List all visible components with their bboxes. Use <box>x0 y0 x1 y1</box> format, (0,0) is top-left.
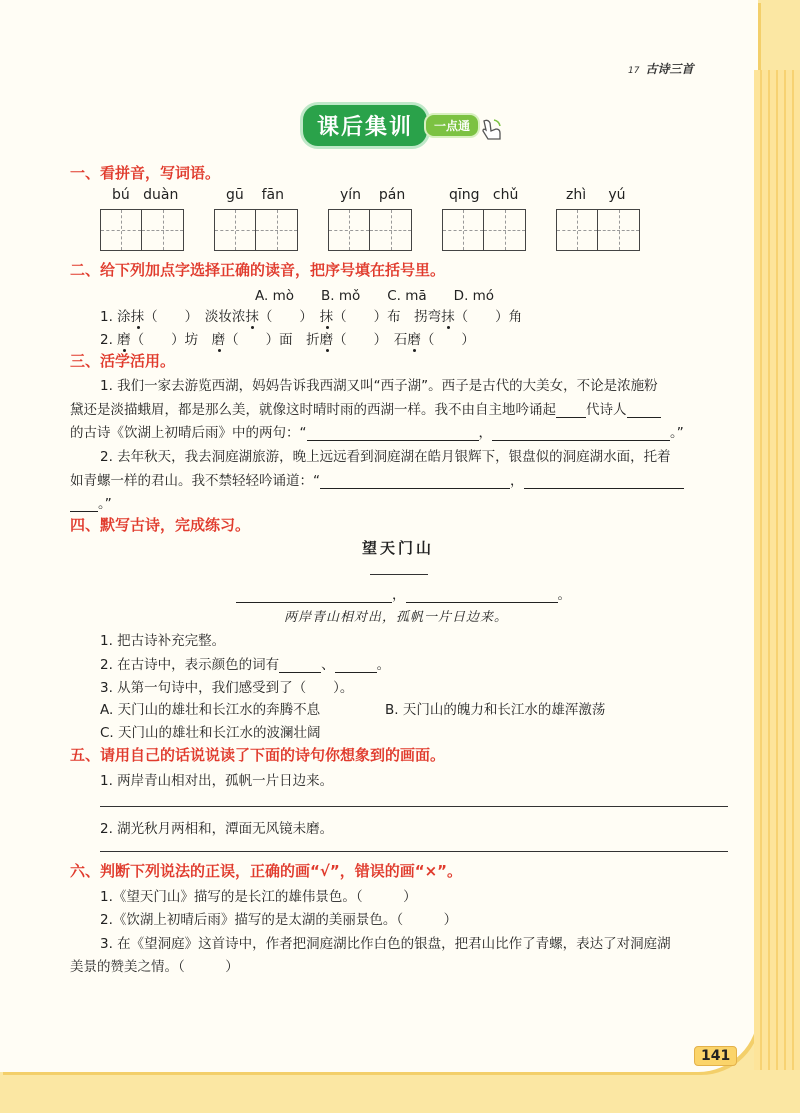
answer-blank[interactable] <box>335 658 377 673</box>
option-b: B. 天门山的魄力和长江水的雄浑激荡 <box>385 702 606 718</box>
question-text: 1. 两岸青山相对出，孤帆一片日边来。 <box>100 773 334 789</box>
answer-blank[interactable] <box>236 588 392 603</box>
question-text: 3. 从第一句诗中，我们感受到了（ ）。 <box>100 680 354 696</box>
answer-blank[interactable] <box>279 658 321 673</box>
pinyin-5: zhì yú <box>566 187 626 203</box>
answer-blank[interactable] <box>492 426 670 441</box>
pinyin-2: gū fān <box>226 187 284 203</box>
paragraph-text: 2. 去年秋天，我去洞庭湖旅游，晚上远远看到洞庭湖在皓月银辉下，银盘似的洞庭湖水面，托着 <box>100 449 671 465</box>
answer-blank[interactable] <box>627 403 661 418</box>
page-header: 17 古诗三首 <box>628 62 694 76</box>
question-row-2: 2. 磨（ ）坊 磨（ ）面 折磨（ ） 石磨（ ） <box>100 332 475 348</box>
option-c: C. 天门山的雄壮和长江水的波澜壮阔 <box>100 725 321 741</box>
section-1-title: 一、看拼音，写词语。 <box>70 164 221 182</box>
paragraph-text: 1. 我们一家去游览西湖，妈妈告诉我西湖又叫“西子湖”。西子是古代的大美女，不论是浓施粉 <box>100 378 658 394</box>
pinyin-4: qīng chǔ <box>449 187 519 203</box>
section-banner <box>300 106 480 144</box>
answer-line[interactable] <box>100 851 728 852</box>
answer-blank[interactable] <box>524 474 684 489</box>
paragraph-text: 如青螺一样的君山。我不禁轻轻吟诵道：“ ， <box>70 469 684 489</box>
poem-line-2: 两岸青山相对出，孤帆一片日边来。 <box>284 610 509 625</box>
answer-blank[interactable] <box>556 403 586 418</box>
section-3-title: 三、活学活用。 <box>70 352 176 370</box>
writing-grid[interactable] <box>442 209 526 251</box>
paragraph-text: 黛还是淡描蛾眉，都是那么美，就像这时晴时雨的西湖一样。我不由自主地吟诵起 代诗人 <box>70 398 661 418</box>
section-2-title: 二、给下列加点字选择正确的读音，把序号填在括号里。 <box>70 261 446 279</box>
pinyin-1: bú duàn <box>112 187 179 203</box>
section-5-title: 五、请用自己的话说说读了下面的诗句你想象到的画面。 <box>70 746 446 764</box>
question-text: 3. 在《望洞庭》这首诗中，作者把洞庭湖比作白色的银盘，把君山比作了青螺，表达了对洞庭湖 <box>100 936 671 952</box>
question-row-1: 1. 涂抹（ ） 淡妆浓抹（ ） 抹（ ）布 拐弯抹（ ）角 <box>100 309 523 325</box>
answer-blank[interactable] <box>70 497 98 512</box>
writing-grid[interactable] <box>214 209 298 251</box>
writing-grid[interactable] <box>328 209 412 251</box>
question-text: 2.《饮湖上初晴后雨》描写的是太湖的美丽景色。（ ） <box>100 912 458 928</box>
banner-title: 课后集训 <box>300 102 430 149</box>
section-6-title: 六、判断下列说法的正误，正确的画“√”，错误的画“×”。 <box>70 862 463 880</box>
paragraph-text: 。” <box>70 492 112 512</box>
answer-blank[interactable] <box>320 474 510 489</box>
paragraph-text: 的古诗《饮湖上初晴后雨》中的两句：“ ， 。” <box>70 425 684 441</box>
poem-title: 望天门山 <box>362 539 435 557</box>
question-text: 1. 把古诗补充完整。 <box>100 633 226 649</box>
option-a: A. 天门山的雄壮和长江水的奔腾不息 <box>100 702 321 718</box>
question-text: 美景的赞美之情。（ ） <box>70 959 239 975</box>
pointer-hand-icon <box>478 117 506 143</box>
pronunciation-options: A. mò B. mǒ C. mā D. mó <box>255 288 495 304</box>
question-text: 2. 在古诗中，表示颜色的词有 、 。 <box>100 657 391 673</box>
question-text: 1.《望天门山》描写的是长江的雄伟景色。（ ） <box>100 889 417 905</box>
answer-line[interactable] <box>100 806 728 807</box>
writing-grid[interactable] <box>100 209 184 251</box>
answer-blank[interactable] <box>307 426 479 441</box>
page-number: 141 <box>694 1046 737 1066</box>
question-text: 2. 湖光秋月两相和，潭面无风镜未磨。 <box>100 821 334 837</box>
pinyin-3: yín pán <box>340 187 406 203</box>
writing-grid[interactable] <box>556 209 640 251</box>
banner-subtitle: 一点通 <box>424 113 480 138</box>
answer-blank[interactable] <box>406 588 558 603</box>
poem-line-1: ， 。 <box>236 583 571 603</box>
page-edge-stripes <box>754 70 800 1070</box>
section-4-title: 四、默写古诗，完成练习。 <box>70 516 251 534</box>
author-blank[interactable] <box>370 574 428 575</box>
